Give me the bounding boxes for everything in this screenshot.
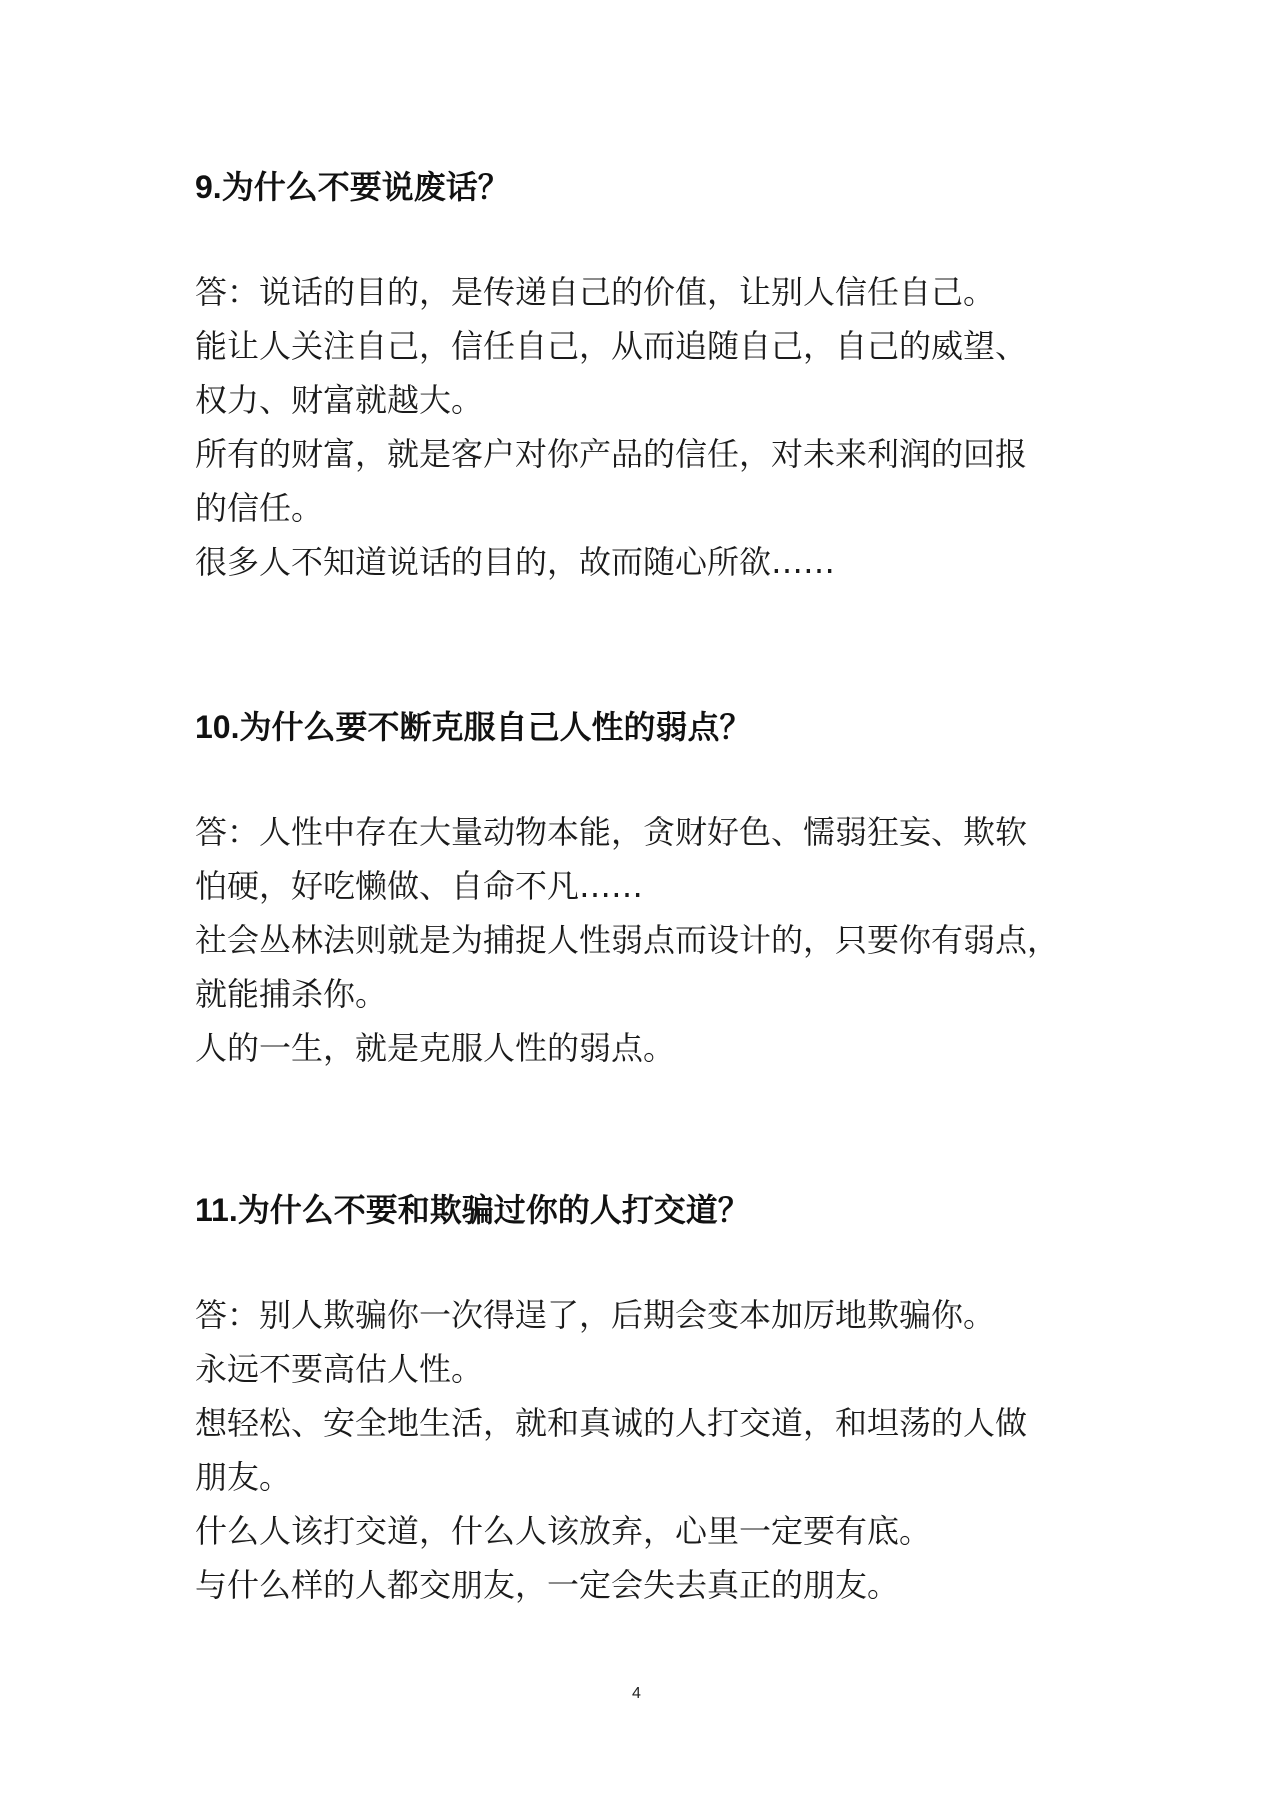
answer-line: 什么人该打交道，什么人该放弃，心里一定要有底。 bbox=[195, 1512, 932, 1550]
answer-line: 所有的财富，就是客户对你产品的信任，对未来利润的回报 bbox=[195, 435, 1028, 473]
answer-line: 就能捕杀你。 bbox=[195, 975, 388, 1013]
answer-line: 怕硬，好吃懒做、自命不凡…… bbox=[195, 867, 644, 905]
question-heading: 10.为什么要不断克服自己人性的弱点？ bbox=[195, 709, 752, 745]
answer-line: 朋友。 bbox=[195, 1458, 292, 1496]
answer-line: 答：说话的目的，是传递自己的价值，让别人信任自己。 bbox=[195, 273, 996, 311]
answer-line: 很多人不知道说话的目的，故而随心所欲…… bbox=[195, 543, 836, 581]
answer-line: 人的一生，就是克服人性的弱点。 bbox=[195, 1029, 676, 1067]
answer-line: 想轻松、安全地生活，就和真诚的人打交道，和坦荡的人做 bbox=[195, 1404, 1028, 1442]
answer-line: 答：人性中存在大量动物本能，贪财好色、懦弱狂妄、欺软 bbox=[195, 813, 1028, 851]
answer-line: 权力、财富就越大。 bbox=[195, 381, 484, 419]
answer-block bbox=[195, 1288, 1095, 1612]
answer-line: 永远不要高估人性。 bbox=[195, 1350, 484, 1388]
answer-block bbox=[195, 805, 1095, 1075]
answer-block bbox=[195, 265, 1095, 589]
question-heading: 11.为什么不要和欺骗过你的人打交道？ bbox=[195, 1192, 750, 1228]
page-number: 4 bbox=[632, 1685, 641, 1702]
answer-line: 能让人关注自己，信任自己，从而追随自己，自己的威望、 bbox=[195, 327, 1028, 365]
question-heading: 9.为什么不要说废话？ bbox=[195, 169, 510, 205]
answer-line: 的信任。 bbox=[195, 489, 324, 527]
answer-line: 社会丛林法则就是为捕捉人性弱点而设计的，只要你有弱点， bbox=[195, 921, 1060, 959]
answer-line: 与什么样的人都交朋友，一定会失去真正的朋友。 bbox=[195, 1566, 900, 1604]
answer-line: 答：别人欺骗你一次得逞了，后期会变本加厉地欺骗你。 bbox=[195, 1296, 996, 1334]
